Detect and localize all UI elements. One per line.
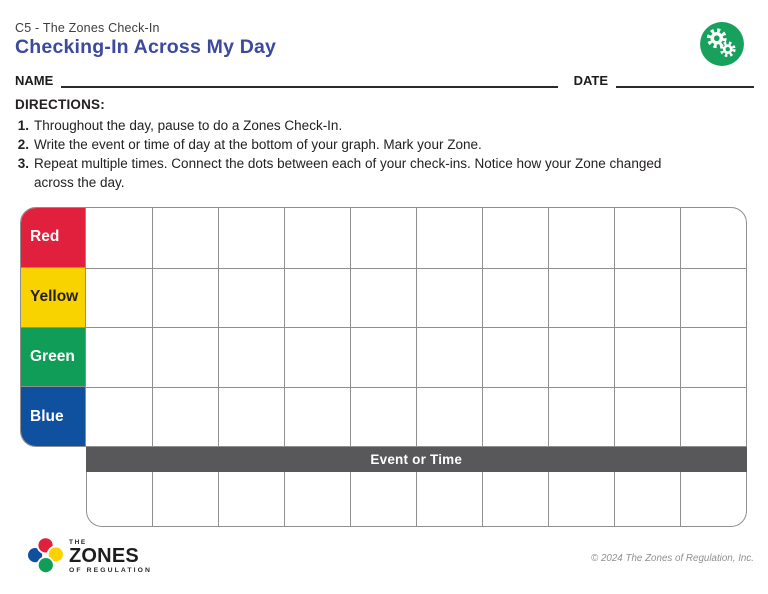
zone-cells	[85, 208, 746, 446]
name-label: NAME	[15, 73, 54, 88]
copyright: © 2024 The Zones of Regulation, Inc.	[591, 553, 754, 564]
check-in-cell	[614, 208, 680, 268]
check-in-cell	[680, 208, 746, 268]
check-in-cell	[152, 208, 218, 268]
direction-step	[15, 154, 754, 192]
check-in-cell	[350, 208, 416, 268]
check-in-cell	[614, 268, 680, 328]
date-label: DATE	[573, 73, 608, 88]
check-in-cell	[86, 387, 152, 447]
check-in-cell	[350, 327, 416, 387]
zones-logo	[26, 536, 152, 576]
check-in-cell	[284, 268, 350, 328]
event-entry-cell	[680, 472, 746, 526]
event-entry-cell	[218, 472, 284, 526]
zone-label-blue: Blue	[21, 387, 85, 446]
step-text: Write the event or time of day at the bottom of your graph. Mark your Zone.	[34, 137, 482, 152]
check-in-cell	[482, 387, 548, 447]
check-in-cell	[416, 387, 482, 447]
check-in-cell	[86, 208, 152, 268]
zone-label-yellow: Yellow	[21, 268, 85, 328]
event-or-time-bar	[86, 447, 748, 472]
event-entry-cell	[548, 472, 614, 526]
check-in-cell	[218, 327, 284, 387]
doc-code: C5 - The Zones Check-In	[15, 21, 160, 35]
check-in-cell	[218, 208, 284, 268]
event-entry-cell	[614, 472, 680, 526]
directions-heading: DIRECTIONS:	[15, 97, 105, 112]
event-entry-cell	[416, 472, 482, 526]
direction-step	[15, 116, 754, 135]
check-in-cell	[548, 327, 614, 387]
logo-of-regulation: OF REGULATION	[69, 566, 153, 574]
step-number: 3.	[17, 156, 29, 171]
check-in-cell	[86, 327, 152, 387]
logo-the: THE	[69, 538, 87, 546]
check-in-cell	[680, 268, 746, 328]
event-entry-row	[86, 472, 748, 527]
direction-step	[15, 135, 754, 154]
check-in-cell	[614, 327, 680, 387]
check-in-cell	[284, 327, 350, 387]
logo-text	[69, 539, 152, 574]
check-in-cell	[482, 327, 548, 387]
check-in-cell	[152, 327, 218, 387]
check-in-cell	[284, 387, 350, 447]
check-in-cell	[614, 387, 680, 447]
check-in-cell	[350, 387, 416, 447]
check-in-grid	[20, 207, 747, 527]
event-entry-cell	[152, 472, 218, 526]
check-in-cell	[548, 387, 614, 447]
name-line	[61, 74, 557, 88]
name-date-row	[15, 73, 754, 88]
gears-icon	[699, 21, 745, 67]
zone-labels-column	[21, 208, 85, 446]
event-entry-cell	[284, 472, 350, 526]
check-in-cell	[416, 268, 482, 328]
directions-section	[15, 97, 754, 192]
event-entry-cell	[482, 472, 548, 526]
check-in-cell	[152, 387, 218, 447]
step-number: 2.	[17, 137, 29, 152]
check-in-cell	[152, 268, 218, 328]
step-text: Repeat multiple times. Connect the dots between each of your check-ins. Notice how your Zone changed across the day.	[34, 156, 662, 190]
zone-label-red: Red	[21, 208, 85, 268]
check-in-cell	[680, 327, 746, 387]
step-text: Throughout the day, pause to do a Zones Check-In.	[34, 118, 343, 133]
date-line	[616, 74, 754, 88]
check-in-cell	[548, 208, 614, 268]
check-in-cell	[350, 268, 416, 328]
check-in-cell	[284, 208, 350, 268]
directions-list	[15, 116, 754, 192]
zone-label-green: Green	[21, 328, 85, 388]
gears-badge	[699, 21, 745, 67]
check-in-cell	[548, 268, 614, 328]
check-in-cell	[218, 387, 284, 447]
event-or-time-label: Event or Time	[370, 452, 463, 467]
check-in-cell	[482, 208, 548, 268]
event-entry-cell	[87, 472, 153, 526]
logo-zones: ZONES	[69, 544, 139, 567]
zones-dots-icon	[26, 536, 66, 576]
zones-grid-top	[20, 207, 747, 447]
step-number: 1.	[17, 118, 29, 133]
event-entry-cell	[350, 472, 416, 526]
check-in-cell	[680, 387, 746, 447]
check-in-cell	[482, 268, 548, 328]
check-in-cell	[218, 268, 284, 328]
page-title: Checking-In Across My Day	[15, 36, 277, 58]
check-in-cell	[86, 268, 152, 328]
check-in-cell	[416, 208, 482, 268]
check-in-cell	[416, 327, 482, 387]
